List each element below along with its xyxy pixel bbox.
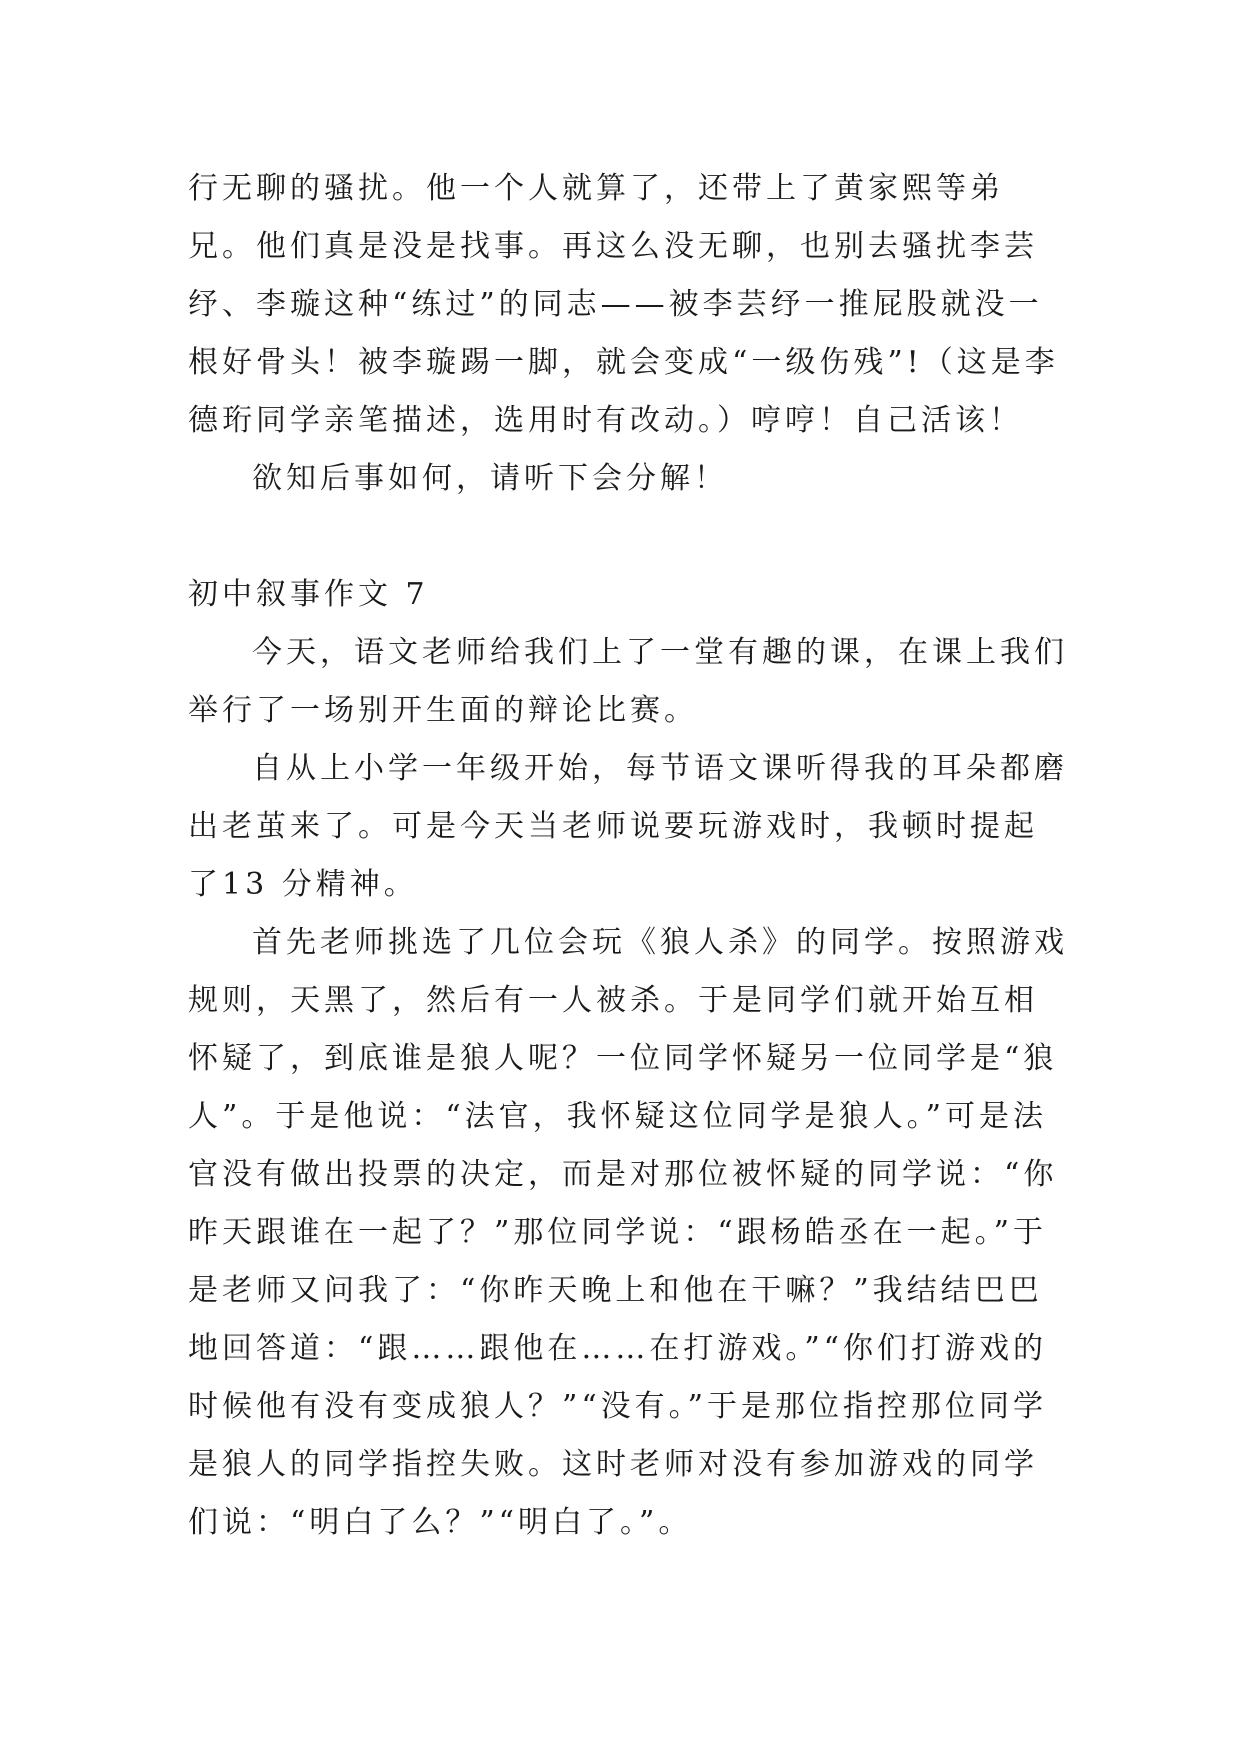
paragraph-closing: 欲知后事如何，请听下会分解！	[252, 461, 728, 496]
paragraph-continuation: 行无聊的骚扰。他一个人就算了，还带上了黄家熙等弟兄。他们真是没是找事。再这么没无聊，也别去骚扰李芸纾、李璇这种“练过”的同志——被李芸纾一推屁股就没一根好骨头！被李璇踢一脚，就会变成“一级伤残”!（这是李德珩同学亲笔描述，选用时有改动。）哼哼！自己活该！	[188, 171, 1059, 438]
document-body	[188, 160, 1068, 1552]
paragraph-second: 自从上小学一年级开始，每节语文课听得我的耳朵都磨出老茧来了。可是今天当老师说要玩游戏时，我顿时提起了13 分精神。	[188, 751, 1068, 902]
section-title: 初中叙事作文 7	[188, 577, 429, 612]
paragraph-third: 首先老师挑选了几位会玩《狼人杀》的同学。按照游戏规则，天黑了，然后有一人被杀。于是同学们就开始互相怀疑了，到底谁是狼人呢？一位同学怀疑另一位同学是“狼人”。于是他说：“法官，我怀疑这位同学是狼人。”可是法官没有做出投票的决定，而是对那位被怀疑的同学说：“你昨天跟谁在一起了？”那位同学说：“跟杨皓丞在一起。”于是老师又问我了：“你昨天晚上和他在干嘛？”我结结巴巴地回答道：“跟……跟他在……在打游戏。”“你们打游戏的时候他有没有变成狼人？”“没有。”于是那位指控那位同学是狼人的同学指控失败。这时老师对没有参加游戏的同学们说：“明白了么？”“明白了。”。	[188, 925, 1068, 1540]
paragraph-intro: 今天，语文老师给我们上了一堂有趣的课，在课上我们举行了一场别开生面的辩论比赛。	[188, 635, 1068, 728]
